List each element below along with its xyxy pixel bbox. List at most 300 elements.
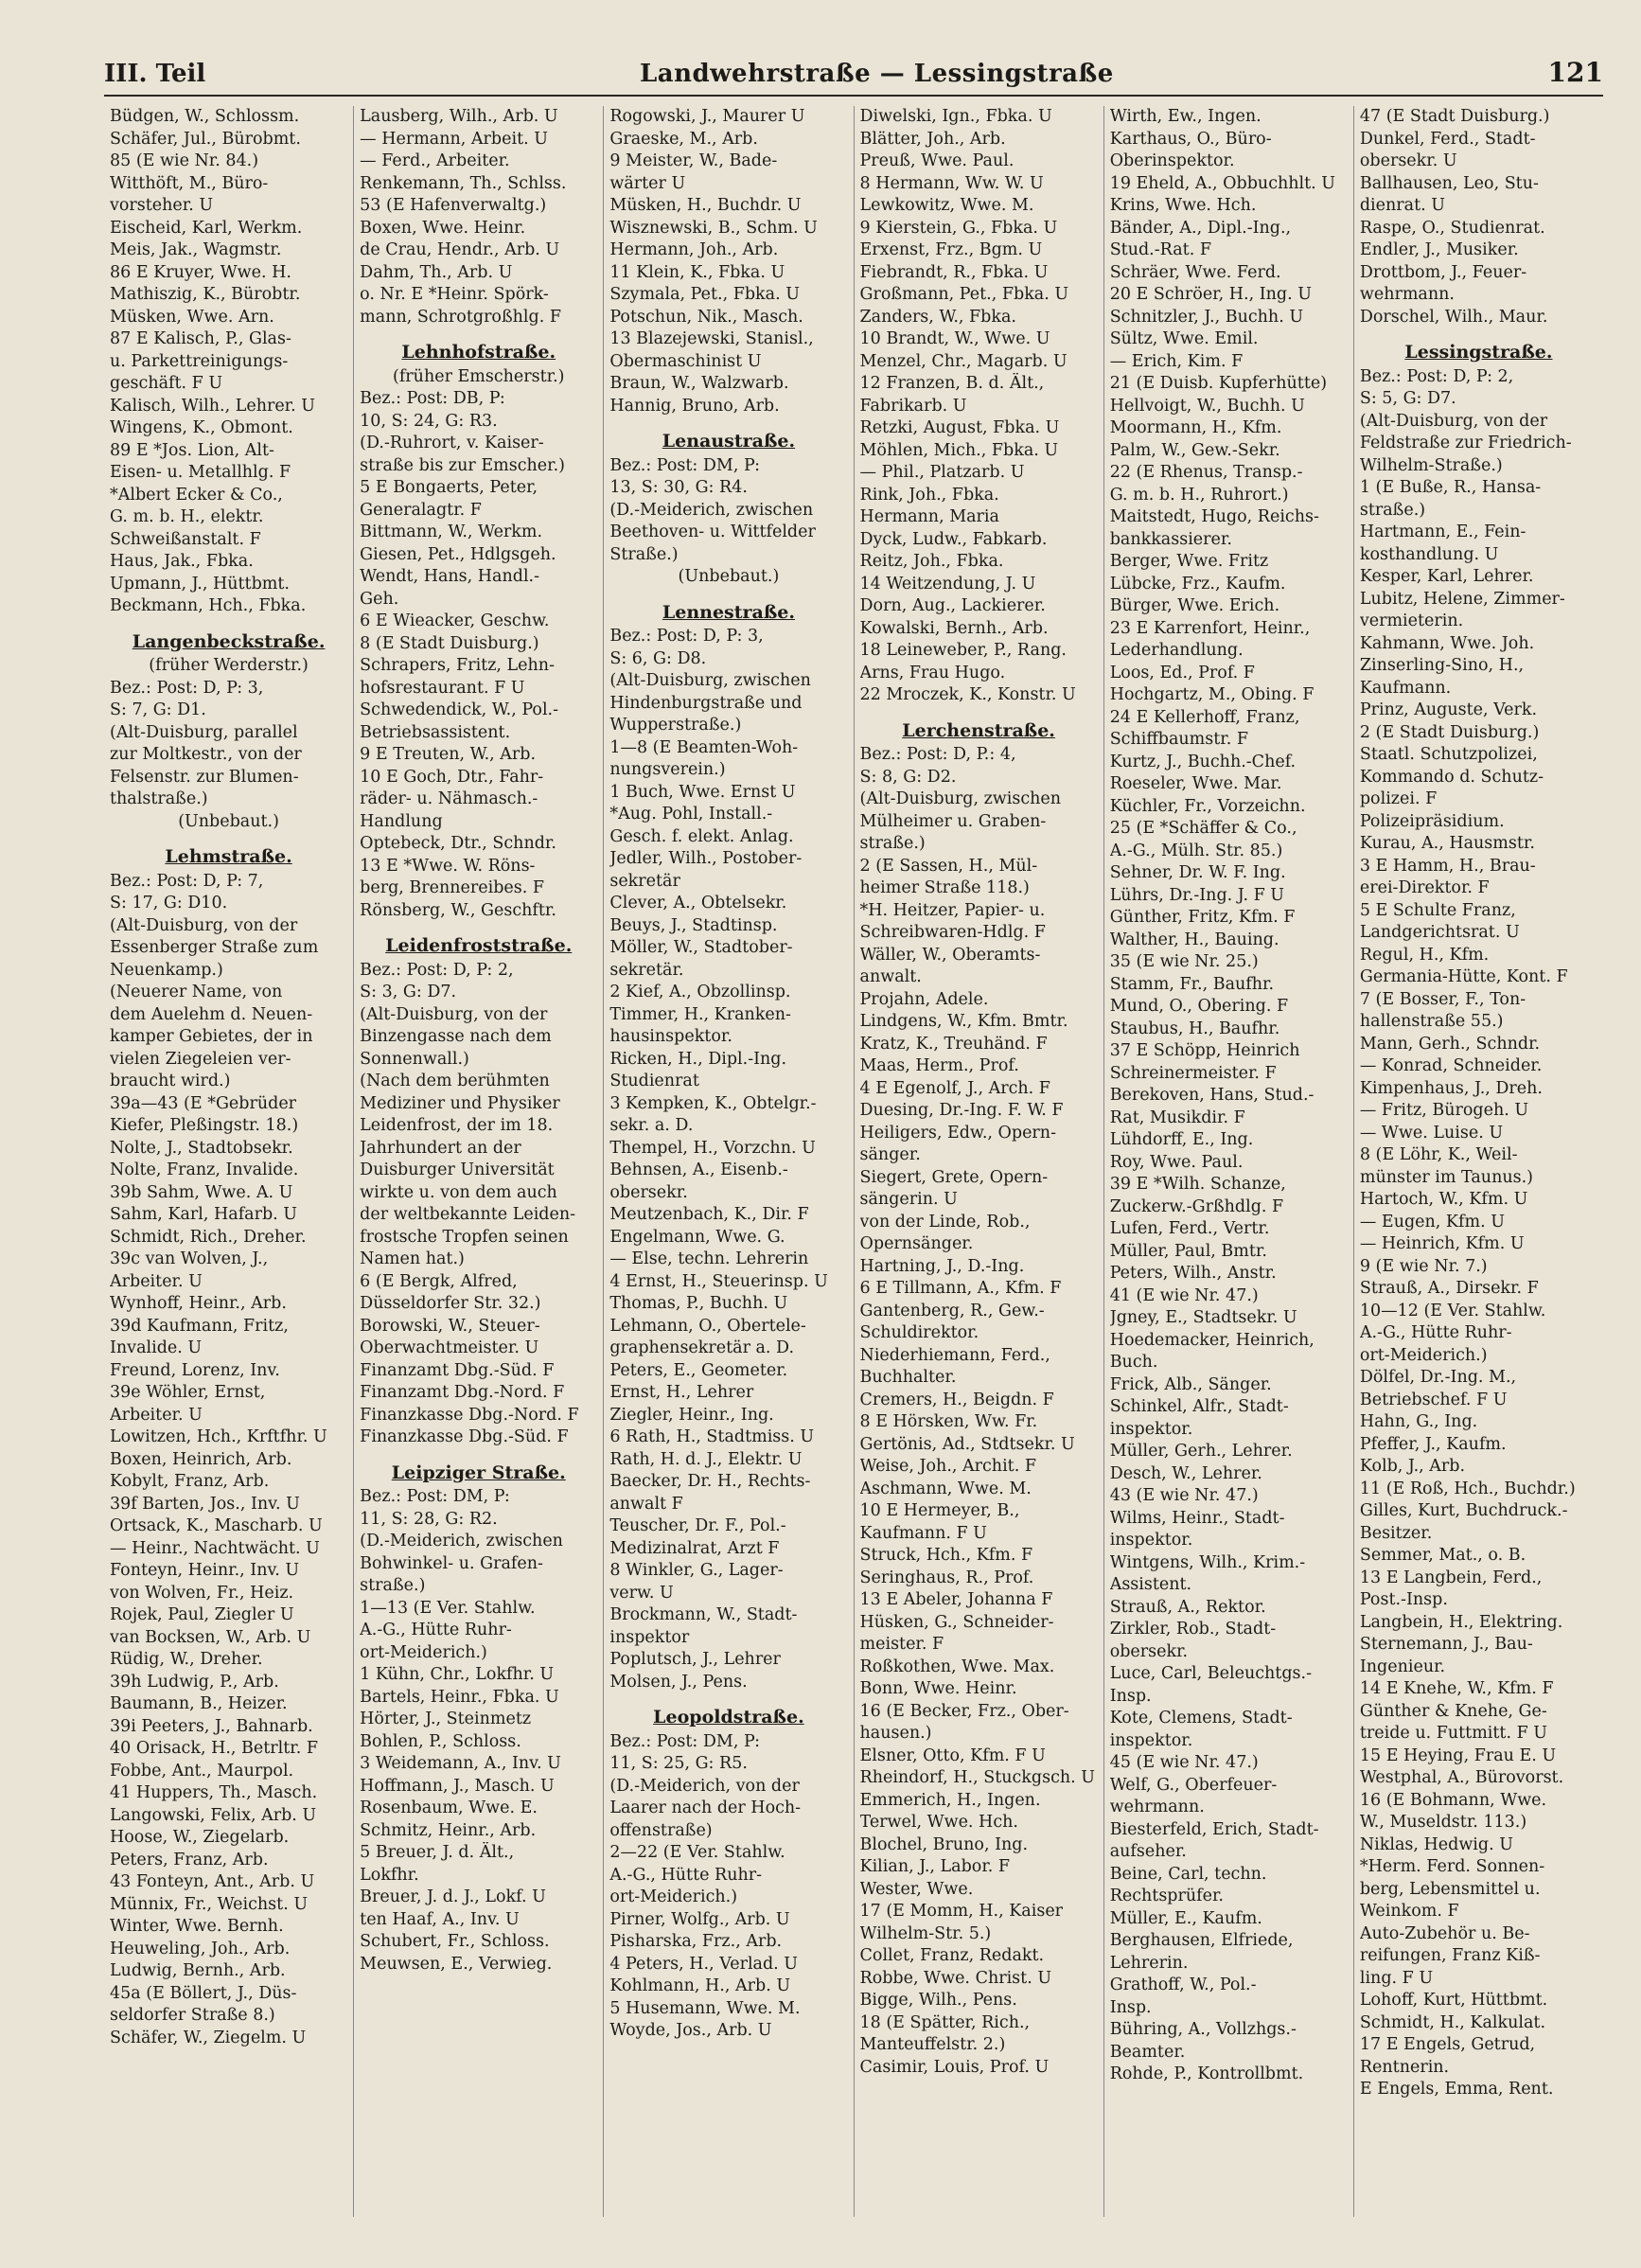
directory-entry-line: Ludwig, Bernh., Arb.	[110, 1961, 286, 1980]
directory-entry-line: Arns, Frau Hugo.	[859, 663, 1006, 682]
directory-entry-line: Walther, H., Bauing.	[1109, 930, 1279, 949]
column-6	[1354, 106, 1603, 2217]
directory-entry-line: Kaufmann.	[1359, 678, 1452, 698]
directory-entry-line: Roy, Wwe. Paul.	[1109, 1152, 1244, 1172]
directory-columns	[104, 106, 1603, 2217]
directory-entry-line: S: 6, G: D8.	[609, 648, 707, 668]
directory-entry-line: Teuscher, Dr. F., Pol.-	[609, 1516, 786, 1535]
directory-entry-line: Hörter, J., Steinmetz	[360, 1710, 532, 1728]
directory-entry-line: Mülheimer u. Graben-	[859, 811, 1047, 831]
directory-entry-line: Peters, Wilh., Anstr.	[1109, 1264, 1277, 1283]
directory-entry-line: — Heinr., Nachtwächt. U	[110, 1538, 320, 1558]
directory-entry-line: Diwelski, Ign., Fbka. U	[859, 107, 1052, 126]
directory-entry-line: 3 E Hamm, H., Brau-	[1359, 856, 1536, 876]
directory-entry-line: Engelmann, Wwe. G.	[609, 1227, 785, 1247]
directory-entry-line: Terwel, Wwe. Hch.	[859, 1813, 1018, 1832]
directory-entry-line: Kiefer, Pleßingstr. 18.)	[110, 1116, 299, 1135]
directory-entry-line: Ernst, H., Lehrer	[609, 1383, 754, 1402]
directory-entry-line: *H. Heitzer, Papier- u.	[859, 900, 1046, 920]
directory-entry-line: 6 (E Bergk, Alfred,	[360, 1271, 518, 1291]
directory-entry-line: Bez.: Post: DM, P:	[609, 1731, 760, 1751]
directory-entry-line: 8 (E Stadt Duisburg.)	[360, 633, 539, 653]
directory-entry-line: Prinz, Auguste, Verk.	[1359, 700, 1538, 719]
directory-entry-line: Schäfer, Jul., Bürobmt.	[110, 129, 301, 149]
directory-entry-line: Germania-Hütte, Kont. F	[1359, 967, 1568, 986]
directory-entry-line: sekretär.	[609, 960, 684, 980]
directory-entry-line: Finanzamt Dbg.-Süd. F	[360, 1360, 555, 1380]
street-heading: Lessingstraße.	[1404, 342, 1553, 363]
column-2	[354, 106, 604, 2217]
directory-entry-line: Gesch. f. elekt. Anlag.	[609, 826, 794, 846]
directory-entry-line: Breuer, J. d. J., Lokf. U	[360, 1887, 546, 1906]
directory-entry-line: — Ferd., Arbeiter.	[360, 151, 510, 170]
directory-entry-line: E Engels, Emma, Rent.	[1359, 2080, 1554, 2099]
directory-entry-line: Kaufmann. F U	[859, 1523, 987, 1543]
directory-entry-line: ling. F U	[1359, 1968, 1434, 1988]
directory-entry-line: Post.-Insp.	[1359, 1590, 1448, 1609]
directory-entry-line: (Alt-Duisburg, von der	[1359, 411, 1548, 431]
directory-entry-line: Struck, Hch., Kfm. F	[859, 1546, 1033, 1565]
directory-entry-line: Neuenkamp.)	[110, 960, 223, 980]
directory-entry-line: Schmidt, H., Kalkulat.	[1359, 2012, 1546, 2032]
directory-entry-line: 16 (E Bohmann, Wwe.	[1359, 1790, 1547, 1810]
directory-entry-line: Wilhelm-Str. 5.)	[859, 1923, 992, 1943]
directory-entry-line: G. m. b. H., Ruhrort.)	[1109, 485, 1289, 505]
directory-entry-line: Lehmann, O., Obertele-	[609, 1316, 806, 1336]
directory-entry-line: Studienrat	[609, 1072, 699, 1090]
directory-entry-line: Pfeffer, J., Kaufm.	[1359, 1434, 1507, 1454]
directory-entry-line: Bez.: Post: D, P: 2,	[1359, 366, 1514, 386]
directory-entry-line: Sültz, Wwe. Emil.	[1109, 329, 1259, 348]
directory-entry-line: Betriebschef. F U	[1359, 1390, 1508, 1409]
directory-entry-line: 6 E Wieacker, Geschw.	[360, 611, 550, 630]
directory-entry-line: straße.)	[360, 1576, 426, 1595]
street-heading: Lehmstraße.	[165, 846, 292, 867]
directory-entry-line: Cremers, H., Beigdn. F	[859, 1390, 1054, 1409]
directory-entry-line: Strauß, A., Rektor.	[1109, 1597, 1266, 1617]
column-4	[855, 106, 1104, 2217]
directory-entry-line: A.-G., Hütte Ruhr-	[360, 1621, 512, 1639]
directory-entry-line: ort-Meiderich.)	[1359, 1345, 1488, 1365]
directory-entry-line: sekretär	[609, 871, 680, 891]
directory-entry-line: A.-G., Mülh. Str. 85.)	[1109, 841, 1283, 860]
directory-entry-line: Schmidt, Rich., Dreher.	[110, 1227, 307, 1247]
directory-entry-line: Büdgen, W., Schlossm.	[110, 107, 300, 126]
directory-entry-line: 15 E Heying, Frau E. U	[1359, 1745, 1557, 1765]
directory-entry-line: Fiebrandt, R., Fbka. U	[859, 262, 1049, 282]
directory-entry-line: 43 (E wie Nr. 47.)	[1109, 1486, 1259, 1505]
directory-entry-line: Betriebsassistent.	[360, 722, 511, 742]
directory-entry-line: Rink, Joh., Fbka.	[859, 485, 999, 505]
directory-entry-line: Müsken, Wwe. Arn.	[110, 307, 274, 327]
directory-entry-line: Langowski, Felix, Arb. U	[110, 1805, 317, 1825]
directory-entry-line: Schreinermeister. F	[1109, 1063, 1277, 1083]
directory-entry-line: Bohwinkel- u. Grafen-	[360, 1553, 543, 1573]
street-heading: Langenbeckstraße.	[132, 630, 326, 652]
directory-entry-line: (D.-Meiderich, zwischen	[609, 500, 814, 520]
directory-entry-line: (Unbebaut.)	[178, 811, 279, 831]
directory-entry-line: Poplutsch, J., Lehrer	[609, 1650, 781, 1669]
directory-entry-line: — Hermann, Arbeit. U	[360, 129, 548, 149]
directory-entry-line: Rechtsprüfer.	[1109, 1887, 1224, 1905]
directory-entry-line: 39b Sahm, Wwe. A. U	[110, 1182, 293, 1202]
directory-entry-line: Bez.: Post: DB, P:	[360, 389, 505, 408]
directory-entry-line: Schrapers, Fritz, Lehn-	[360, 656, 555, 675]
directory-entry-line: Dahm, Th., Arb. U	[360, 262, 513, 282]
directory-entry-line: Collet, Franz, Redakt.	[859, 1946, 1045, 1965]
directory-entry-line: Blätter, Joh., Arb.	[859, 129, 1006, 149]
directory-entry-line: 20 E Schröer, H., Ing. U	[1109, 285, 1312, 304]
directory-entry-line: Schweißanstalt. F	[110, 529, 261, 549]
directory-entry-line: 45a (E Böllert, J., Düs-	[110, 1983, 297, 2003]
directory-entry-line: Wynhoff, Heinr., Arb.	[110, 1294, 287, 1313]
directory-entry-line: Schreibwaren-Hdlg. F	[859, 923, 1046, 942]
directory-entry-line: Robbe, Wwe. Christ. U	[859, 1968, 1052, 1988]
directory-entry-line: S: 3, G: D7.	[360, 983, 457, 1001]
directory-entry-line: 12 Franzen, B. d. Ält.,	[859, 374, 1045, 393]
directory-entry-line: nungsverein.)	[609, 760, 726, 779]
directory-entry-line: hofsrestaurant. F U	[360, 678, 525, 698]
directory-entry-line: S: 7, G: D1.	[110, 700, 206, 719]
directory-entry-line: Kolb, J., Arb.	[1359, 1457, 1466, 1476]
directory-entry-line: inspektor	[609, 1627, 690, 1647]
directory-entry-line: 5 E Bongaerts, Peter,	[360, 478, 538, 497]
directory-entry-line: ten Haaf, A., Inv. U	[360, 1909, 520, 1929]
directory-entry-line: Lokfhr.	[360, 1865, 419, 1885]
directory-entry-line: inspektor.	[1109, 1730, 1193, 1750]
page-header	[104, 57, 1603, 97]
directory-entry-line: Wendt, Hans, Handl.-	[360, 567, 540, 586]
directory-entry-line: Beamter.	[1109, 2042, 1186, 2062]
directory-entry-line: 14 E Knehe, W., Kfm. F	[1359, 1679, 1554, 1698]
directory-entry-line: Günther & Knehe, Ge-	[1359, 1701, 1547, 1721]
directory-entry-line: Kilian, J., Labor. F	[859, 1857, 1011, 1876]
directory-entry-line: 16 (E Becker, Frz., Ober-	[859, 1701, 1069, 1721]
directory-entry-line: Witthöft, M., Büro-	[110, 173, 269, 193]
directory-entry-line: Reitz, Joh., Fbka.	[859, 552, 1004, 571]
directory-entry-line: Generalagtr. F	[360, 500, 482, 520]
directory-entry-line: Leidenfrost, der im 18.	[360, 1116, 554, 1135]
directory-entry-line: Erxenst, Frz., Bgm. U	[859, 240, 1043, 259]
directory-entry-line: 13 E Abeler, Johanna F	[859, 1590, 1053, 1609]
directory-entry-line: Langbein, H., Elektring.	[1359, 1612, 1563, 1632]
directory-entry-line: 8 (E Löhr, K., Weil-	[1359, 1145, 1518, 1164]
directory-entry-line: Brockmann, W., Stadt-	[609, 1605, 798, 1624]
directory-entry-line: wehrmann.	[1109, 1798, 1205, 1816]
directory-entry-line: Weise, Joh., Archit. F	[859, 1457, 1036, 1476]
directory-entry-line: — Else, techn. Lehrerin	[609, 1249, 809, 1268]
directory-entry-line: Günther, Fritz, Kfm. F	[1109, 908, 1296, 927]
directory-entry-line: Wisznewski, B., Schm. U	[609, 218, 818, 238]
directory-entry-line: Hellvoigt, W., Buchh. U	[1109, 396, 1305, 416]
directory-entry-line: 5 E Schulte Franz,	[1359, 900, 1516, 920]
directory-entry-line: Invalide. U	[110, 1338, 203, 1357]
directory-entry-line: Luce, Carl, Beleuchtgs.-	[1109, 1664, 1312, 1683]
page-title: Landwehrstraße — Lessingstraße	[639, 60, 1114, 88]
directory-entry-line: Hermann, Joh., Arb.	[609, 240, 779, 259]
directory-entry-line: Rosenbaum, Wwe. E.	[360, 1798, 538, 1817]
directory-entry-line: A.-G., Hütte Ruhr-	[1359, 1323, 1512, 1342]
directory-entry-line: Menzel, Chr., Magarb. U	[859, 351, 1068, 371]
directory-entry-line: Borowski, W., Steuer-	[360, 1316, 540, 1336]
directory-entry-line: Woyde, Jos., Arb. U	[609, 2021, 772, 2040]
directory-entry-line: Baumann, B., Heizer.	[110, 1694, 288, 1713]
directory-entry-line: Kurtz, J., Buchh.-Chef.	[1109, 752, 1297, 771]
directory-entry-line: 45 (E wie Nr. 47.)	[1109, 1753, 1259, 1772]
directory-entry-line: Insp.	[1109, 1997, 1152, 2017]
directory-entry-line: Rönsberg, W., Geschftr.	[360, 900, 556, 920]
directory-entry-line: Müller, Paul, Bmtr.	[1109, 1241, 1267, 1261]
directory-entry-line: (Alt-Duisburg, von der	[110, 915, 298, 935]
directory-entry-line: Oberwachtmeister. U	[360, 1338, 539, 1357]
directory-entry-line: Duisburger Universität	[360, 1161, 555, 1179]
directory-entry-line: Lausberg, Wilh., Arb. U	[360, 107, 558, 126]
directory-entry-line: ort-Meiderich.)	[360, 1642, 487, 1662]
directory-entry-line: Fonteyn, Heinr., Inv. U	[110, 1561, 300, 1580]
directory-entry-line: 18 (E Spätter, Rich.,	[859, 2012, 1031, 2032]
directory-entry-line: Baecker, Dr. H., Rechts-	[609, 1472, 811, 1491]
directory-entry-line: Casimir, Louis, Prof. U	[859, 2057, 1050, 2077]
directory-entry-line: Zirkler, Rob., Stadt-	[1109, 1620, 1277, 1639]
directory-entry-line: Raspe, O., Studienrat.	[1359, 218, 1545, 238]
directory-entry-line: 41 Huppers, Th., Masch.	[110, 1783, 318, 1802]
directory-entry-line: S: 5, G: D7.	[1359, 389, 1456, 408]
directory-entry-line: berg, Brennereibes. F	[360, 878, 545, 897]
directory-entry-line: Bez.: Post: D, P: 3,	[110, 678, 264, 698]
directory-entry-line: 2 (E Stadt Duisburg.)	[1359, 722, 1540, 742]
directory-entry-line: Auto-Zubehör u. Be-	[1359, 1923, 1530, 1943]
directory-entry-line: Stud.-Rat. F	[1109, 240, 1211, 259]
directory-entry-line: 9 E Treuten, W., Arb.	[360, 745, 537, 764]
directory-entry-line: Peters, E., Geometer.	[609, 1360, 788, 1380]
directory-entry-line: Thomas, P., Buchh. U	[609, 1294, 788, 1313]
directory-entry-line: verw. U	[609, 1583, 674, 1603]
directory-entry-line: — Wwe. Luise. U	[1359, 1123, 1504, 1143]
directory-entry-line: Gertönis, Ad., Stdtsekr. U	[859, 1434, 1075, 1454]
directory-entry-line: Bürger, Wwe. Erich.	[1109, 596, 1280, 615]
directory-entry-line: Bonn, Wwe. Heinr.	[859, 1679, 1017, 1698]
directory-entry-line: Lührs, Dr.-Ing. J. F U	[1109, 885, 1285, 905]
directory-entry-line: Berekoven, Hans, Stud.-	[1109, 1086, 1315, 1105]
directory-entry-line: 18 Leineweber, P., Rang.	[859, 641, 1067, 660]
directory-entry-line: Dunkel, Ferd., Stadt-	[1359, 129, 1536, 149]
directory-entry-line: Bez.: Post: D, P.: 4,	[859, 745, 1016, 764]
directory-entry-line: Lindgens, W., Kfm. Bmtr.	[859, 1012, 1068, 1031]
column-3	[604, 106, 854, 2217]
directory-entry-line: S: 8, G: D2.	[859, 767, 957, 787]
directory-entry-line: Welf, G., Oberfeuer-	[1109, 1775, 1278, 1795]
directory-entry-line: kosthandlung. U	[1359, 544, 1499, 564]
directory-entry-line: Kesper, Karl, Lehrer.	[1359, 567, 1534, 586]
directory-entry-line: Heiligers, Edw., Opern-	[859, 1123, 1056, 1143]
directory-entry-line: Handlung	[360, 811, 443, 831]
directory-entry-line: Niklas, Hedwig. U	[1359, 1834, 1513, 1854]
directory-entry-line: u. Parkettreinigungs-	[110, 351, 289, 371]
directory-entry-line: 43 Fonteyn, Ant., Arb. U	[110, 1872, 315, 1891]
directory-entry-line: Hannig, Bruno, Arb.	[609, 396, 780, 416]
directory-entry-line: sekr. a. D.	[609, 1116, 694, 1135]
directory-entry-line: Hochgartz, M., Obing. F	[1109, 685, 1315, 704]
directory-entry-line: dem Auelehm d. Neuen-	[110, 1004, 313, 1024]
directory-entry-line: Schnitzler, J., Buchh. U	[1109, 307, 1304, 327]
directory-entry-line: Beckmann, Hch., Fbka.	[110, 596, 307, 615]
directory-entry-line: 8 Hermann, Ww. W. U	[859, 173, 1044, 193]
directory-entry-line: Lubitz, Helene, Zimmer-	[1359, 589, 1565, 609]
directory-entry-line: 6 E Tillmann, A., Kfm. F	[859, 1279, 1062, 1298]
directory-entry-line: hausinspektor.	[609, 1027, 732, 1046]
directory-entry-line: Desch, W., Lehrer.	[1109, 1463, 1262, 1483]
directory-entry-line: Staatl. Schutzpolizei,	[1359, 745, 1538, 764]
directory-entry-line: 23 E Karrenfort, Heinr.,	[1109, 618, 1311, 638]
directory-entry-line: Großmann, Pet., Fbka. U	[859, 285, 1069, 304]
directory-entry-line: 1—13 (E Ver. Stahlw.	[360, 1598, 536, 1618]
directory-entry-line: 9 Meister, W., Bade-	[609, 151, 778, 170]
directory-entry-line: Winter, Wwe. Bernh.	[110, 1917, 284, 1936]
directory-entry-line: Müsken, H., Buchdr. U	[609, 196, 802, 215]
directory-entry-line: Endler, J., Musiker.	[1359, 240, 1519, 259]
directory-entry-line: Timmer, H., Kranken-	[609, 1004, 791, 1024]
directory-entry-line: — Heinrich, Kfm. U	[1359, 1234, 1525, 1253]
directory-entry-line: 89 E *Jos. Lion, Alt-	[110, 440, 274, 460]
directory-entry-line: — Eugen, Kfm. U	[1359, 1212, 1505, 1231]
directory-entry-line: 5 Husemann, Wwe. M.	[609, 1998, 801, 2018]
directory-entry-line: der weltbekannte Leiden-	[360, 1205, 576, 1224]
directory-entry-line: 39d Kaufmann, Fritz,	[110, 1316, 289, 1336]
directory-entry-line: Mund, O., Obering. F	[1109, 997, 1289, 1016]
directory-entry-line: wärter U	[609, 173, 686, 193]
directory-entry-line: Rath, H. d. J., Elektr. U	[609, 1449, 803, 1469]
directory-entry-line: Peters, Franz, Arb.	[110, 1850, 269, 1869]
directory-entry-line: Rohde, P., Kontrollbmt.	[1109, 2064, 1304, 2083]
directory-entry-line: Braun, W., Walzwarb.	[609, 374, 789, 393]
directory-entry-line: Wilms, Heinr., Stadt-	[1109, 1508, 1285, 1528]
directory-entry-line: Manteuffelstr. 2.)	[859, 2035, 1006, 2054]
directory-entry-line: 39a—43 (E *Gebrüder	[110, 1093, 297, 1113]
directory-entry-line: Lewkowitz, Wwe. M.	[859, 196, 1034, 215]
directory-entry-line: Bez.: Post: DM, P:	[609, 455, 760, 475]
directory-entry-line: (Alt-Duisburg, parallel	[110, 722, 298, 742]
directory-entry-line: Polizeipräsidium.	[1359, 811, 1505, 831]
directory-entry-line: Schwedendick, W., Pol.-	[360, 700, 559, 719]
directory-entry-line: Essenberger Straße zum	[110, 938, 319, 957]
directory-entry-line: meister. F	[859, 1635, 944, 1654]
directory-entry-line: 4 Ernst, H., Steuerinsp. U	[609, 1271, 828, 1291]
directory-entry-line: Schäfer, W., Ziegelm. U	[110, 2028, 307, 2047]
directory-entry-line: obersekr. U	[1359, 151, 1457, 170]
directory-entry-line: Boxen, Wwe. Heinr.	[360, 218, 526, 238]
directory-entry-line: Grathoff, W., Pol.-	[1109, 1976, 1257, 1994]
directory-entry-line: Sehner, Dr. W. F. Ing.	[1109, 863, 1286, 882]
directory-entry-line: Hahn, G., Ing.	[1359, 1412, 1478, 1431]
directory-entry-line: hausen.)	[859, 1724, 932, 1743]
directory-entry-line: 11, S: 28, G: R2.	[360, 1509, 498, 1529]
directory-entry-line: 22 (E Rhenus, Transp.-	[1109, 463, 1303, 482]
directory-entry-line: 1 Kühn, Chr., Lokfhr. U	[360, 1665, 555, 1684]
directory-entry-line: 24 E Kellerhoff, Franz,	[1109, 707, 1300, 727]
directory-entry-line: Arbeiter. U	[110, 1405, 203, 1425]
directory-entry-line: (Nach dem berühmten	[360, 1072, 550, 1090]
directory-entry-line: Eisen- u. Metallhlg. F	[110, 463, 291, 482]
directory-entry-line: Szymala, Pet., Fbka. U	[609, 285, 800, 304]
directory-entry-line: Berger, Wwe. Fritz	[1109, 552, 1269, 571]
street-heading: Leipziger Straße.	[391, 1462, 566, 1483]
directory-entry-line: — Phil., Platzarb. U	[859, 463, 1025, 482]
directory-entry-line: von Wolven, Fr., Heiz.	[110, 1583, 294, 1603]
directory-entry-line: 11 Klein, K., Fbka. U	[609, 262, 785, 282]
directory-entry-line: Hartning, J., D.-Ing.	[859, 1256, 1025, 1276]
directory-entry-line: Dorschel, Wilh., Maur.	[1359, 307, 1548, 327]
directory-entry-line: Kohlmann, H., Arb. U	[609, 1976, 791, 1995]
directory-entry-line: Medizinalrat, Arzt F	[609, 1538, 780, 1558]
directory-entry-line: 13 Blazejewski, Stanisl.,	[609, 329, 814, 348]
directory-entry-line: räder- u. Nähmasch.-	[360, 789, 538, 808]
directory-entry-line: Wingens, K., Obmont.	[110, 418, 293, 437]
directory-entry-line: 13, S: 30, G: R4.	[609, 478, 748, 497]
directory-entry-line: 9 (E wie Nr. 7.)	[1359, 1256, 1488, 1276]
directory-entry-line: Moormann, H., Kfm.	[1109, 418, 1282, 437]
directory-entry-line: Hoedemacker, Heinrich,	[1109, 1330, 1315, 1350]
directory-entry-line: straße bis zur Emscher.)	[360, 455, 565, 475]
directory-entry-line: Feldstraße zur Friedrich-	[1359, 434, 1572, 452]
directory-entry-line: 47 (E Stadt Duisburg.)	[1359, 107, 1550, 126]
directory-entry-line: 4 E Egenolf, J., Arch. F	[859, 1078, 1050, 1098]
directory-entry-line: Seringhaus, R., Prof.	[859, 1568, 1034, 1587]
directory-entry-line: 10 E Goch, Dtr., Fahr-	[360, 767, 544, 787]
directory-entry-line: G. m. b. H., elektr.	[110, 507, 264, 526]
directory-entry-line: Siegert, Grete, Opern-	[859, 1167, 1049, 1187]
directory-entry-line: treide u. Futtmitt. F U	[1359, 1724, 1548, 1743]
directory-entry-line: Hartmann, E., Fein-	[1359, 523, 1526, 541]
directory-entry-line: Berghausen, Elfriede,	[1109, 1931, 1294, 1950]
directory-entry-line: Bühring, A., Vollzhgs.-	[1109, 2020, 1297, 2039]
directory-entry-line: Krins, Wwe. Hch.	[1109, 196, 1257, 215]
directory-entry-line: Bohlen, P., Schloss.	[360, 1731, 521, 1751]
directory-entry-line: Westphal, A., Bürovorst.	[1359, 1768, 1564, 1787]
directory-entry-line: Sternemann, J., Bau-	[1359, 1635, 1533, 1654]
directory-entry-line: Beethoven- u. Wittfelder	[609, 523, 816, 541]
directory-entry-line: Clever, A., Obtelsekr.	[609, 894, 787, 913]
directory-entry-line: Meis, Jak., Wagmstr.	[110, 240, 282, 259]
directory-entry-line: Zuckerw.-Grßhdlg. F	[1109, 1196, 1284, 1216]
directory-entry-line: Mathiszig, K., Bürobtr.	[110, 285, 301, 304]
directory-entry-line: (D.-Ruhrort, v. Kaiser-	[360, 434, 544, 452]
directory-entry-line: *Herm. Ferd. Sonnen-	[1359, 1857, 1545, 1876]
street-heading: Lehnhofstraße.	[401, 342, 556, 363]
directory-entry-line: (früher Emscherstr.)	[393, 366, 565, 386]
directory-entry-line: Möhlen, Mich., Fbka. U	[859, 440, 1059, 460]
directory-entry-line: vielen Ziegeleien ver-	[110, 1049, 291, 1069]
directory-entry-line: Bez.: Post: DM, P:	[360, 1487, 510, 1506]
directory-entry-line: (Alt-Duisburg, von der	[360, 1004, 548, 1024]
directory-entry-line: Optebeck, Dtr., Schndr.	[360, 834, 556, 853]
directory-entry-line: 19 Eheld, A., Obbuchhlt. U	[1109, 173, 1336, 193]
directory-entry-line: S: 17, G: D10.	[110, 894, 228, 913]
directory-entry-line: hallenstraße 55.)	[1359, 1012, 1504, 1031]
directory-entry-line: Dyck, Ludw., Fabkarb.	[859, 529, 1048, 549]
directory-entry-line: Drottbom, J., Feuer-	[1359, 262, 1527, 282]
directory-entry-line: *Albert Ecker & Co.,	[110, 485, 283, 505]
directory-entry-line: Rogowski, J., Maurer U	[609, 107, 805, 126]
directory-entry-line: Felsenstr. zur Blumen-	[110, 767, 299, 787]
street-heading: Leopoldstraße.	[653, 1707, 804, 1728]
directory-entry-line: anwalt F	[609, 1494, 683, 1514]
directory-entry-line: *Aug. Pohl, Install.-	[609, 805, 773, 824]
directory-entry-line: Düsseldorfer Str. 32.)	[360, 1294, 541, 1313]
directory-entry-line: Maas, Herm., Prof.	[859, 1056, 1019, 1075]
directory-entry-line: Kalisch, Wilh., Lehrer. U	[110, 396, 315, 416]
directory-entry-line: Schubert, Fr., Schloss.	[360, 1932, 550, 1951]
directory-entry-line: Arbeiter. U	[110, 1271, 203, 1291]
